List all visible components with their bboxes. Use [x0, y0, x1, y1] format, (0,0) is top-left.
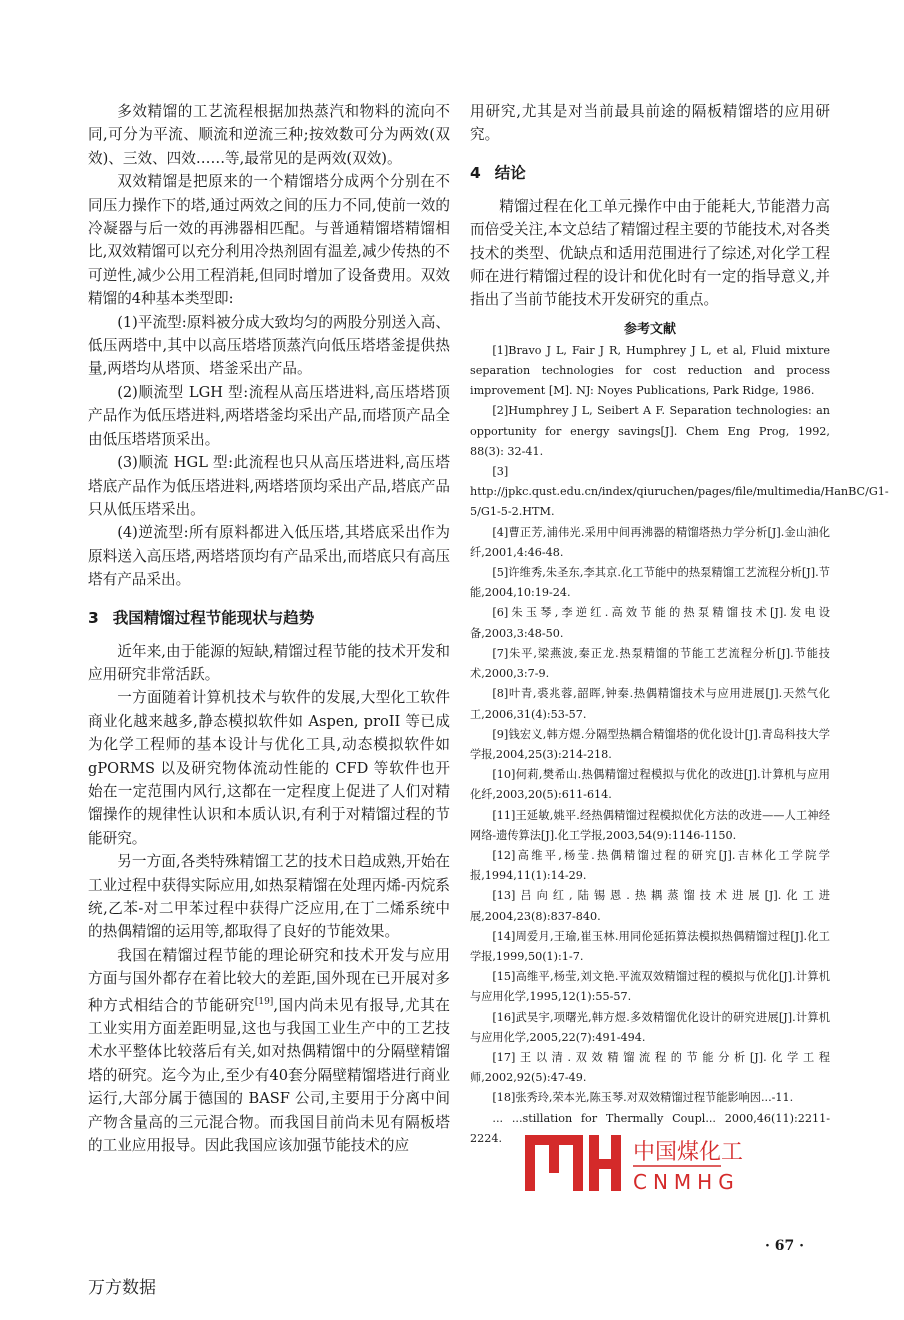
- reference-item: [12]高维平,杨莹.热偶精馏过程的研究[J].吉林化工学院学报,1994,11(1):14-29.: [470, 848, 830, 883]
- right-column: [470, 100, 889, 1149]
- paragraph-software: 一方面随着计算机技术与软件的发展,大型化工软件商业化越来越多,静态模拟软件如 Aspen, proII 等已成为化学工程师的基本设计与优化工具,动态模拟软件如 gPORMS 以及研究物体流动性能的 CFD 等软件也开始在一定范围内风行,这都在一定程度上促进了人们对精馏操作的规律性认识和本质认识,有利于对精馏过程的节能研究。: [88, 689, 450, 847]
- section-3-number: 3: [88, 608, 99, 627]
- paragraph-domestic-gap: [88, 944, 450, 1158]
- watermark-logo: [525, 1131, 825, 1195]
- paragraph-type-reverse: (4)逆流型:所有原料都进入低压塔,其塔底采出作为原料送入高压塔,两塔塔顶均有产品采出,而塔底只有高压塔有产品采出。: [88, 524, 450, 589]
- references-heading: 参考文献: [623, 321, 676, 337]
- references-list: [470, 341, 889, 1149]
- reference-item: [6]朱玉琴,李逆红.高效节能的热泵精馏技术[J].发电设备,2003,3:48-50.: [470, 606, 830, 640]
- reference-item: ... ...stillation for Thermally Coupl... 2000,46(11):2211-2224.: [470, 1111, 830, 1145]
- citation-19: [19]: [254, 996, 274, 1007]
- reference-item: [2]Humphrey J L, Seibert A F. Separation technologies: an opportunity for energy savings[J]. Chem Eng Prog, 1992, 88(3): 32-41.: [470, 404, 830, 458]
- reference-item: [18]张秀玲,荣本光,陈玉琴.对双效精馏过程节能影响因...-11.: [492, 1091, 794, 1105]
- footer-source: 万方数据: [88, 1278, 156, 1298]
- reference-item: [13]吕向红,陆锡恩.热耦蒸馏技术进展[J].化工进展,2004,23(8):837-840.: [470, 889, 830, 923]
- paragraph-type-parallel: (1)平流型:原料被分成大致均匀的两股分别送入高、低压两塔中,其中以高压塔塔顶蒸汽向低压塔塔釜提供热量,两塔均从塔顶、塔釜采出产品。: [88, 313, 450, 378]
- section-3-heading: [88, 606, 450, 628]
- reference-item: [15]高维平,杨莹,刘文艳.平流双效精馏过程的模拟与优化[J].计算机与应用化学,1995,12(1):55-57.: [470, 970, 830, 1004]
- reference-item: [10]何莉,樊希山.热偶精馏过程模拟与优化的改进[J].计算机与应用化纤,2003,20(5):611-614.: [470, 768, 830, 802]
- paragraph-special-distillation: 另一方面,各类特殊精馏工艺的技术日趋成熟,开始在工业过程中获得实际应用,如热泵精馏在处理丙烯-丙烷系统,乙苯-对二甲苯过程中获得广泛应用,在丁二烯系统中的热偶精馏的运用等,都取得了良好的节能效果。: [88, 853, 450, 941]
- paragraph-type-hgl: (3)顺流 HGL 型:此流程也只从高压塔进料,高压塔塔底产品作为低压塔进料,两塔塔顶均采出产品,塔底产品只从低压塔采出。: [88, 454, 450, 518]
- reference-item: [5]许维秀,朱圣东,李其京.化工节能中的热泵精馏工艺流程分析[J].节能,2004,10:19-24.: [470, 566, 830, 600]
- paragraph-domestic-gap-part1: 我国在精馏过程节能的理论研究和技术开发与应用方面与国外都存在着比较大的差距,国外现在已开展对多种方式相结合的节能研究: [88, 946, 450, 1014]
- section-4-heading: [470, 161, 830, 183]
- reference-item: [1]Bravo J L, Fair J R, Humphrey J L, et al, Fluid mixture separation technologies for cost reduction and process improvement [M]. NJ: Noyes Publications, Park Ridge, 1986.: [470, 343, 830, 398]
- section-4-number: 4: [470, 163, 481, 182]
- reference-item: [9]钱宏义,韩方煜.分隔型热耦合精馏塔的优化设计[J].青岛科技大学学报,2004,25(3):214-218.: [470, 727, 830, 761]
- section-4-title: 结论: [494, 163, 526, 182]
- left-column: [88, 100, 450, 1157]
- paragraph-multi-effect-intro: 多效精馏的工艺流程根据加热蒸汽和物料的流向不同,可分为平流、顺流和逆流三种;按效数可分为两效(双效)、三效、四效……等,最常见的是两效(双效)。: [88, 103, 450, 167]
- paragraph-recent-years: 近年来,由于能源的短缺,精馏过程节能的技术开发和应用研究非常活跃。: [88, 642, 450, 683]
- paragraph-conclusion: 精馏过程在化工单元操作中由于能耗大,节能潜力高而倍受关注,本文总结了精馏过程主要的节能技术,对各类技术的类型、优缺点和适用范围进行了综述,对化学工程师在进行精馏过程的设计和优化时有一定的指导意义,并指出了当前节能技术开发研究的重点。: [470, 197, 830, 309]
- watermark-en-text: CNMHG: [633, 1170, 740, 1194]
- paragraph-double-effect: 双效精馏是把原来的一个精馏塔分成两个分别在不同压力操作下的塔,通过两效之间的压力不同,使前一效的冷凝器与后一效的再沸器相匹配。与普通精馏塔精馏相比,双效精馏可以充分利用冷热剂固有温差,减少传热的不可逆性,减少公用工程消耗,但同时增加了设备费用。双效精馏的4种基本类型即:: [88, 173, 450, 308]
- reference-item: [7]朱平,梁燕波,秦正龙.热泵精馏的节能工艺流程分析[J].节能技术,2000,3:7-9.: [470, 646, 830, 681]
- paragraph-domestic-gap-part2: ,国内尚未见有报导,尤其在工业实用方面差距明显,这也与我国工业生产中的工艺技术水平整体比较落后有关,如对热偶精馏中的分隔壁精馏塔的研究。迄今为止,至少有40套分隔壁精馏塔进行商业运行,大部分属于德国的 BASF 公司,主要用于分离中间产物含量高的三元混合物。而我国目前尚未见有隔板塔的工业应用报导。因此我国应该加强节能技术的应: [88, 996, 450, 1154]
- reference-item: [16]武昊宇,项曙光,韩方煜.多效精馏优化设计的研究进展[J].计算机与应用化学,2005,22(7):491-494.: [470, 1010, 830, 1044]
- paragraph-type-lgh: (2)顺流型 LGH 型:流程从高压塔进料,高压塔塔顶产品作为低压塔进料,两塔塔釜均采出产品,而塔顶产品全由低压塔塔顶采出。: [88, 383, 450, 448]
- reference-item: [3] http://jpkc.qust.edu.cn/index/qiuruchen/pages/file/multimedia/HanBC/G1-5/G1-5-2.HTM.: [470, 465, 889, 519]
- watermark-cn-text: 中国煤化工: [633, 1140, 744, 1165]
- page-number: · 67 ·: [765, 1238, 804, 1254]
- reference-item: [4]曹正芳,浦伟光.采用中间再沸器的精馏塔热力学分析[J].金山油化纤,2001,4:46-48.: [470, 525, 830, 559]
- paragraph-continued: 用研究,尤其是对当前最具前途的隔板精馏塔的应用研究。: [470, 103, 830, 144]
- reference-item: [8]叶青,裘兆蓉,韶晖,钟秦.热偶精馏技术与应用进展[J].天然气化工,2006,31(4):53-57.: [470, 687, 830, 721]
- section-3-title: 我国精馏过程节能现状与趋势: [112, 608, 315, 627]
- reference-item: [17]王以清.双效精馏流程的节能分析[J].化学工程师,2002,92(5):47-49.: [470, 1050, 830, 1085]
- reference-item: [14]周爱月,王瑜,崔玉林.用同伦延拓算法模拟热偶精馏过程[J].化工学报,1999,50(1):1-7.: [470, 929, 830, 963]
- reference-item: [11]王延敏,姚平.经热偶精馏过程模拟优化方法的改进——人工神经网络-遗传算法[J].化工学报,2003,54(9):1146-1150.: [470, 808, 830, 842]
